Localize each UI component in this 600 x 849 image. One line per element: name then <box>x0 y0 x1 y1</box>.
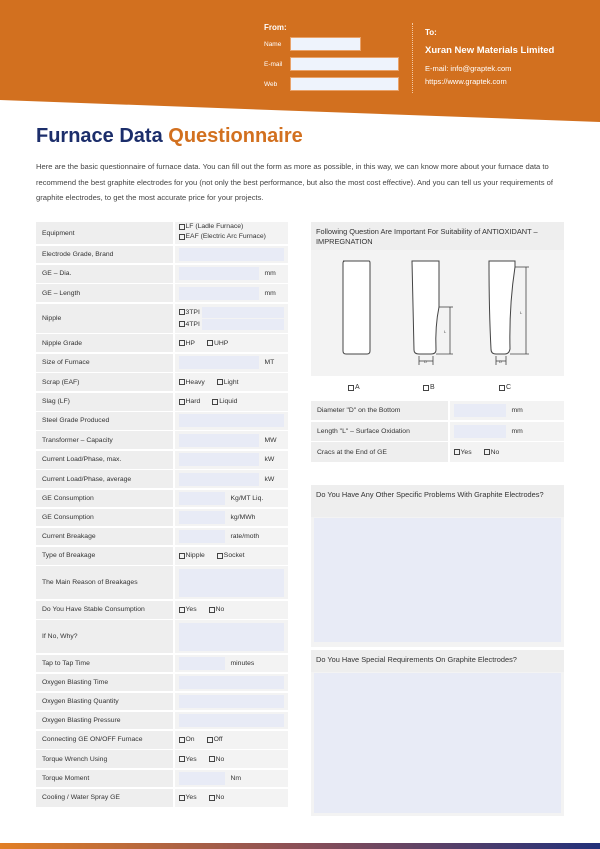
table-row <box>36 470 288 488</box>
option-checkbox[interactable] <box>179 223 244 231</box>
table-row <box>36 284 288 302</box>
dim-l-label-b: L <box>444 329 447 334</box>
text-input[interactable] <box>179 356 259 369</box>
row-value <box>175 731 289 749</box>
row-label: Electrode Grade, Brand <box>36 246 173 264</box>
table-row <box>36 265 288 283</box>
option-c-checkbox[interactable] <box>499 384 511 391</box>
option-label: Liquid <box>219 398 238 405</box>
company-website[interactable]: https://www.graptek.com <box>425 77 507 86</box>
text-input[interactable] <box>179 453 259 466</box>
from-section <box>264 23 287 88</box>
table-row <box>36 334 288 352</box>
impregnation-title: Following Question Are Important For Suitability of ANTIOXIDANT – IMPREGNATION <box>311 222 564 250</box>
diameter-label: Diameter "D" on the Bottom <box>311 401 448 420</box>
option-label: On <box>185 736 195 743</box>
row-value <box>175 490 289 508</box>
company-email[interactable]: E-mail: info@graptek.com <box>425 64 512 73</box>
option-label: Hard <box>185 398 201 405</box>
textarea[interactable] <box>179 623 285 651</box>
option-checkbox[interactable] <box>212 398 237 405</box>
text-input[interactable] <box>179 530 225 543</box>
length-label: Length "L" – Surface Oxidation <box>311 422 448 441</box>
dim-d-label-c: D <box>499 359 502 364</box>
title-part2: Questionnaire <box>168 125 303 147</box>
option-label: No <box>215 606 225 613</box>
row-value <box>175 693 289 711</box>
option-checkbox[interactable] <box>179 233 266 241</box>
option-b-checkbox[interactable] <box>423 384 435 391</box>
row-value <box>175 451 289 469</box>
row-value <box>175 284 289 302</box>
length-input[interactable] <box>454 425 506 438</box>
option-checkbox[interactable] <box>179 321 200 328</box>
option-checkbox[interactable] <box>179 340 195 347</box>
option-label: Yes <box>185 755 197 763</box>
row-label: Torque Wrench Using <box>36 750 173 768</box>
table-row <box>36 770 288 788</box>
row-value <box>175 528 289 546</box>
table-row <box>36 431 288 449</box>
table-row <box>36 620 288 653</box>
text-input[interactable] <box>202 319 284 330</box>
row-value <box>175 509 289 527</box>
to-section <box>425 28 554 86</box>
option-checkbox[interactable] <box>217 552 245 559</box>
option-label: Socket <box>223 552 245 559</box>
row-value <box>175 393 289 411</box>
option-checkbox[interactable] <box>209 606 225 613</box>
unit-label: minutes <box>230 659 255 667</box>
title-part1: Furnace Data <box>36 125 163 147</box>
table-row <box>36 731 288 749</box>
row-value <box>175 620 289 653</box>
row-value <box>175 750 289 768</box>
table-row <box>36 528 288 546</box>
diameter-unit: mm <box>511 407 523 414</box>
header-divider <box>412 23 413 93</box>
cracs-label: Cracs at the End of GE <box>311 442 448 462</box>
length-row <box>311 422 564 441</box>
table-row <box>36 393 288 411</box>
unit-label: kg/MWh <box>230 513 256 521</box>
dim-l-label-c: L <box>520 310 523 315</box>
option-b-label: B <box>430 384 435 391</box>
to-label: To: <box>425 28 437 37</box>
row-value <box>175 222 289 244</box>
row-label: If No, Why? <box>36 620 173 653</box>
table-row <box>36 373 288 391</box>
row-label: Steel Grade Produced <box>36 412 173 430</box>
furnace-data-table <box>36 222 288 808</box>
table-row <box>36 693 288 711</box>
table-row <box>36 712 288 730</box>
text-input[interactable] <box>179 473 259 486</box>
problems-panel <box>311 485 564 647</box>
option-checkbox[interactable] <box>209 794 225 801</box>
row-label: Current Breakage <box>36 528 173 546</box>
cracs-no-checkbox[interactable] <box>484 449 500 456</box>
option-a-label: A <box>355 384 360 391</box>
row-value <box>175 373 289 391</box>
row-label: Transformer – Capacity <box>36 431 173 449</box>
row-label: Oxygen Blasting Time <box>36 674 173 692</box>
table-row <box>36 655 288 673</box>
option-label: 4TPI <box>185 320 200 328</box>
row-label: Slag (LF) <box>36 393 173 411</box>
dim-d-label-b: D <box>424 359 427 364</box>
email-input[interactable] <box>290 57 399 71</box>
row-label: Cooling / Water Spray GE <box>36 789 173 807</box>
option-label: Heavy <box>185 378 205 386</box>
table-row <box>36 451 288 469</box>
option-label: No <box>215 755 225 763</box>
web-label: Web <box>264 81 278 88</box>
row-value <box>175 601 289 619</box>
row-label: Tap to Tap Time <box>36 655 173 673</box>
table-row <box>36 222 288 244</box>
electrode-shapes-diagram <box>311 251 564 376</box>
name-label: Name <box>264 41 282 48</box>
text-input[interactable] <box>179 434 259 447</box>
shape-options <box>311 376 564 399</box>
row-value <box>175 712 289 730</box>
option-checkbox[interactable] <box>179 756 197 763</box>
table-row <box>36 674 288 692</box>
textarea[interactable] <box>179 569 285 597</box>
row-label: Current Load/Phase, average <box>36 470 173 488</box>
row-value <box>175 246 289 264</box>
option-label: UHP <box>213 339 229 347</box>
row-value <box>175 334 289 352</box>
row-value <box>175 674 289 692</box>
row-label: Oxygen Blasting Pressure <box>36 712 173 730</box>
option-checkbox[interactable] <box>207 736 223 743</box>
unit-label: mm <box>264 270 276 277</box>
option-label: No <box>215 794 225 801</box>
table-row <box>36 547 288 565</box>
text-input[interactable] <box>179 511 225 524</box>
diameter-input[interactable] <box>454 404 506 417</box>
option-c-label: C <box>506 384 512 391</box>
row-label: GE – Length <box>36 284 173 302</box>
option-checkbox[interactable] <box>207 340 228 347</box>
text-input[interactable] <box>179 492 225 505</box>
table-row <box>36 509 288 527</box>
from-label: From: <box>264 23 287 32</box>
footer-bar <box>0 843 600 849</box>
option-label: 3TPI <box>185 308 200 316</box>
row-label: Size of Furnace <box>36 354 173 372</box>
table-row <box>36 412 288 430</box>
requirements-title: Do You Have Special Requirements On Graphite Electrodes? <box>311 650 564 672</box>
table-row <box>36 601 288 619</box>
option-a-checkbox[interactable] <box>348 384 360 391</box>
row-label: GE Consumption <box>36 490 173 508</box>
text-input[interactable] <box>179 248 285 261</box>
row-label: Do You Have Stable Consumption <box>36 601 173 619</box>
problems-textarea[interactable] <box>314 518 561 642</box>
option-checkbox[interactable] <box>179 794 197 801</box>
table-row <box>36 789 288 807</box>
row-value <box>175 547 289 565</box>
row-value <box>175 770 289 788</box>
text-input[interactable] <box>179 287 259 300</box>
option-checkbox[interactable] <box>179 398 201 405</box>
table-row <box>36 490 288 508</box>
row-label: Equipment <box>36 222 173 244</box>
company-name: Xuran New Materials Limited <box>425 45 555 56</box>
text-input[interactable] <box>179 414 285 427</box>
option-checkbox[interactable] <box>209 756 225 763</box>
row-value <box>175 470 289 488</box>
option-label: Off <box>213 736 223 743</box>
unit-label: mm <box>264 289 276 297</box>
cracs-yes-checkbox[interactable] <box>454 449 472 456</box>
name-input[interactable] <box>290 37 361 51</box>
row-label: Oxygen Blasting Quantity <box>36 693 173 711</box>
text-input[interactable] <box>179 695 285 708</box>
option-label: Nipple <box>185 552 205 559</box>
text-input[interactable] <box>202 307 284 318</box>
row-label: The Main Reason of Breakages <box>36 566 173 599</box>
unit-label: kW <box>264 475 275 483</box>
unit-label: MW <box>264 436 277 444</box>
page-title <box>36 125 303 148</box>
web-input[interactable] <box>290 77 399 91</box>
requirements-panel <box>311 650 564 816</box>
cracs-yes-label: Yes <box>460 448 472 456</box>
unit-label: Nm <box>230 774 242 782</box>
option-checkbox[interactable] <box>179 379 205 386</box>
text-input[interactable] <box>179 657 225 670</box>
table-row <box>36 566 288 599</box>
row-label: GE Consumption <box>36 509 173 527</box>
row-label: Nipple <box>36 304 173 333</box>
option-checkbox[interactable] <box>179 309 200 316</box>
option-label: Yes <box>185 606 197 613</box>
row-label: Scrap (EAF) <box>36 373 173 391</box>
table-row <box>36 304 288 333</box>
row-value <box>175 566 289 599</box>
unit-label: MT <box>264 359 275 366</box>
option-checkbox[interactable] <box>179 606 197 613</box>
option-label: EAF (Electric Arc Furnace) <box>185 233 266 240</box>
length-unit: mm <box>511 427 523 435</box>
option-checkbox[interactable] <box>179 736 195 743</box>
unit-label: Kg/MT Liq. <box>230 494 264 502</box>
unit-label: kW <box>264 456 275 463</box>
problems-title: Do You Have Any Other Specific Problems With Graphite Electrodes? <box>311 485 564 517</box>
unit-label: rate/moth <box>230 532 260 540</box>
intro-text: Here are the basic questionnaire of furnace data. You can fill out the form as more as possible, in this way, we can know more about your furnace data to recommend the best graphite electrodes for you (not only the best performance, but also the most cost effective). And you can tell us your requirements of graphite electrodes, to get the most accurate price for your projects. <box>36 162 553 202</box>
option-checkbox[interactable] <box>179 552 205 559</box>
requirements-textarea[interactable] <box>314 673 561 813</box>
option-label: LF (Ladle Furnace) <box>185 223 244 230</box>
row-label: GE – Dia. <box>36 265 173 283</box>
option-checkbox[interactable] <box>217 379 239 386</box>
table-row <box>36 246 288 264</box>
row-label: Nipple Grade <box>36 334 173 352</box>
text-input[interactable] <box>179 772 225 785</box>
row-label: Type of Breakage <box>36 547 173 565</box>
row-label: Current Load/Phase, max. <box>36 451 173 469</box>
text-input[interactable] <box>179 267 259 280</box>
text-input[interactable] <box>179 676 285 689</box>
table-row <box>36 750 288 768</box>
row-value <box>175 412 289 430</box>
row-value <box>175 304 289 333</box>
row-value <box>175 354 289 372</box>
diameter-row <box>311 401 564 420</box>
option-label: Yes <box>185 794 197 801</box>
row-value <box>175 789 289 807</box>
row-value <box>175 655 289 673</box>
row-label: Connecting GE ON/OFF Furnace <box>36 731 173 749</box>
option-label: Light <box>223 378 239 386</box>
cracs-row <box>311 442 564 462</box>
row-value <box>175 265 289 283</box>
option-label: HP <box>185 339 195 347</box>
table-row <box>36 354 288 372</box>
cracs-no-label: No <box>490 448 500 456</box>
email-label: E-mail <box>264 61 283 68</box>
row-label: Torque Moment <box>36 770 173 788</box>
row-value <box>175 431 289 449</box>
impregnation-panel <box>311 222 564 462</box>
text-input[interactable] <box>179 714 285 727</box>
